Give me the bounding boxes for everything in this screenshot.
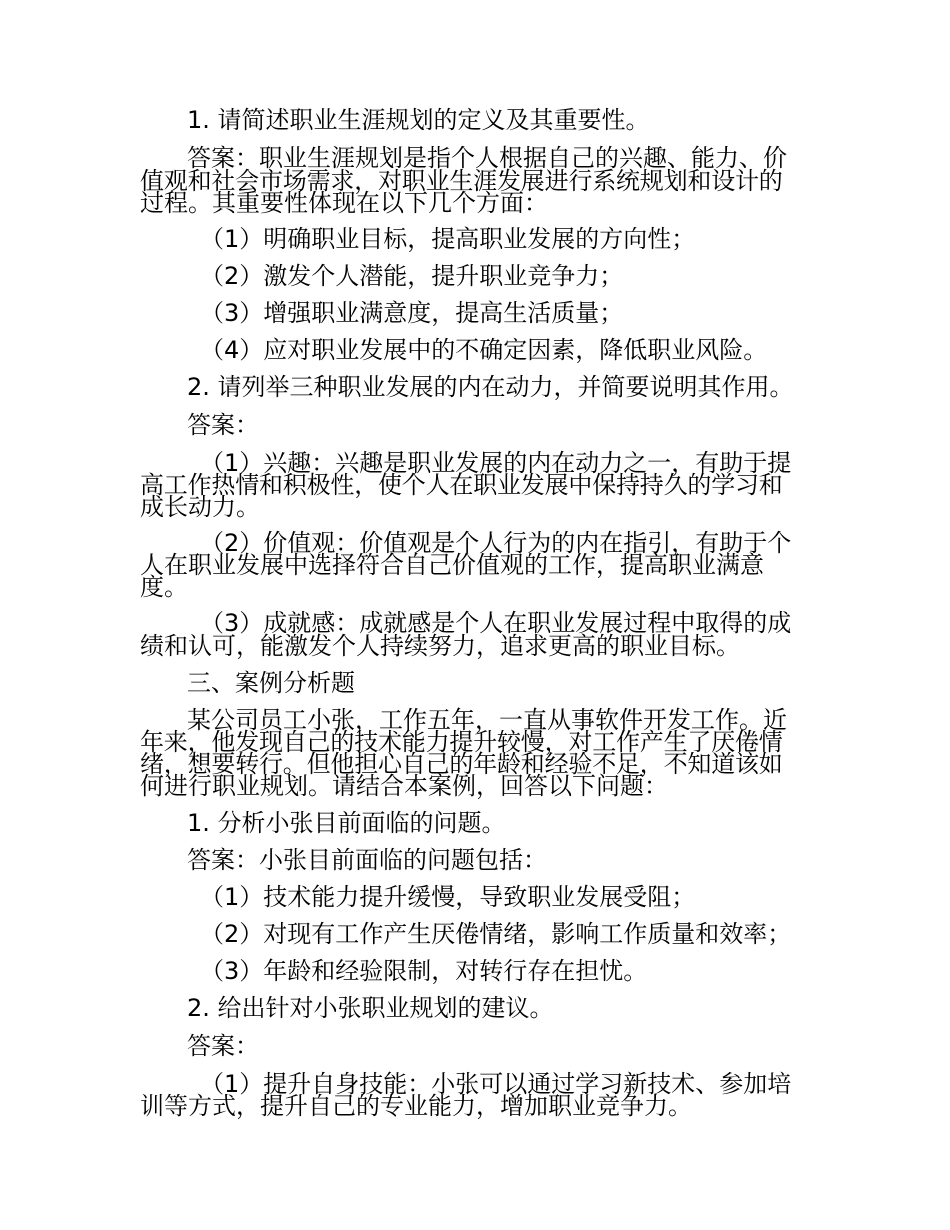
case-answer-1-point-1: （1）技术能力提升缓慢，导致职业发展受阻； [200, 883, 696, 911]
answer-1-point-1: （1）明确职业目标，提高职业发展的方向性； [200, 225, 696, 253]
answer-2-item-2-line-1: （2）价值观：价值观是个人行为的内在指引，有助于个 [200, 529, 792, 557]
case-line-4: 何进行职业规划。请结合本案例，回答以下问题： [140, 772, 668, 800]
answer-1-point-2: （2）激发个人潜能，提升职业竞争力； [200, 262, 624, 290]
answer-2-item-3-line-1: （3）成就感：成就感是个人在职业发展过程中取得的成 [200, 609, 792, 637]
case-line-2: 年来，他发现自己的技术能力提升较慢，对工作产生了厌倦情 [140, 728, 783, 756]
case-answer-2-item-1-line-2: 训等方式，提升自己的专业能力，增加职业竞争力。 [140, 1092, 692, 1120]
answer-2-item-2-line-2: 人在职业发展中选择符合自己价值观的工作，提高职业满意 [140, 551, 764, 579]
case-answer-1-point-2: （2）对现有工作产生厌倦情绪，影响工作质量和效率； [200, 920, 792, 948]
answer-2-item-2-line-3: 度。 [140, 573, 188, 601]
case-question-2: 2. 给出针对小张职业规划的建议。 [187, 994, 554, 1022]
case-question-1: 1. 分析小张目前面临的问题。 [187, 809, 506, 837]
answer-2-label: 答案： [187, 411, 259, 439]
answer-2-item-1-line-1: （1）兴趣：兴趣是职业发展的内在动力之一，有助于提 [200, 449, 792, 477]
question-2: 2. 请列举三种职业发展的内在动力，并简要说明其作用。 [187, 373, 794, 401]
case-line-3: 绪，想要转行。但他担心自己的年龄和经验不足，不知道该如 [140, 750, 783, 778]
case-answer-2-item-1-line-1: （1）提升自身技能：小张可以通过学习新技术、参加培 [200, 1070, 792, 1098]
answer-1-line-1: 答案：职业生涯规划是指个人根据自己的兴趣、能力、价 [187, 144, 787, 172]
answer-2-item-1-line-2: 高工作热情和积极性，使个人在职业发展中保持持久的学习和 [140, 471, 783, 499]
question-1: 1. 请简述职业生涯规划的定义及其重要性。 [187, 106, 650, 134]
case-line-1: 某公司员工小张，工作五年，一直从事软件开发工作。近 [187, 706, 787, 734]
section-3-heading: 三、案例分析题 [187, 669, 355, 697]
answer-1-line-2: 值观和社会市场需求，对职业生涯发展进行系统规划和设计的 [140, 167, 783, 195]
answer-1-line-3: 过程。其重要性体现在以下几个方面： [140, 189, 548, 217]
answer-2-item-3-line-2: 绩和认可，能激发个人持续努力，追求更高的职业目标。 [140, 632, 740, 660]
answer-1-point-3: （3）增强职业满意度，提高生活质量； [200, 299, 624, 327]
answer-2-item-1-line-3: 成长动力。 [140, 493, 260, 521]
case-answer-1: 答案：小张目前面临的问题包括： [187, 846, 547, 874]
case-answer-2-label: 答案： [187, 1032, 259, 1060]
case-answer-1-point-3: （3）年龄和经验限制，对转行存在担忧。 [200, 957, 648, 985]
answer-1-point-4: （4）应对职业发展中的不确定因素，降低职业风险。 [200, 336, 768, 364]
